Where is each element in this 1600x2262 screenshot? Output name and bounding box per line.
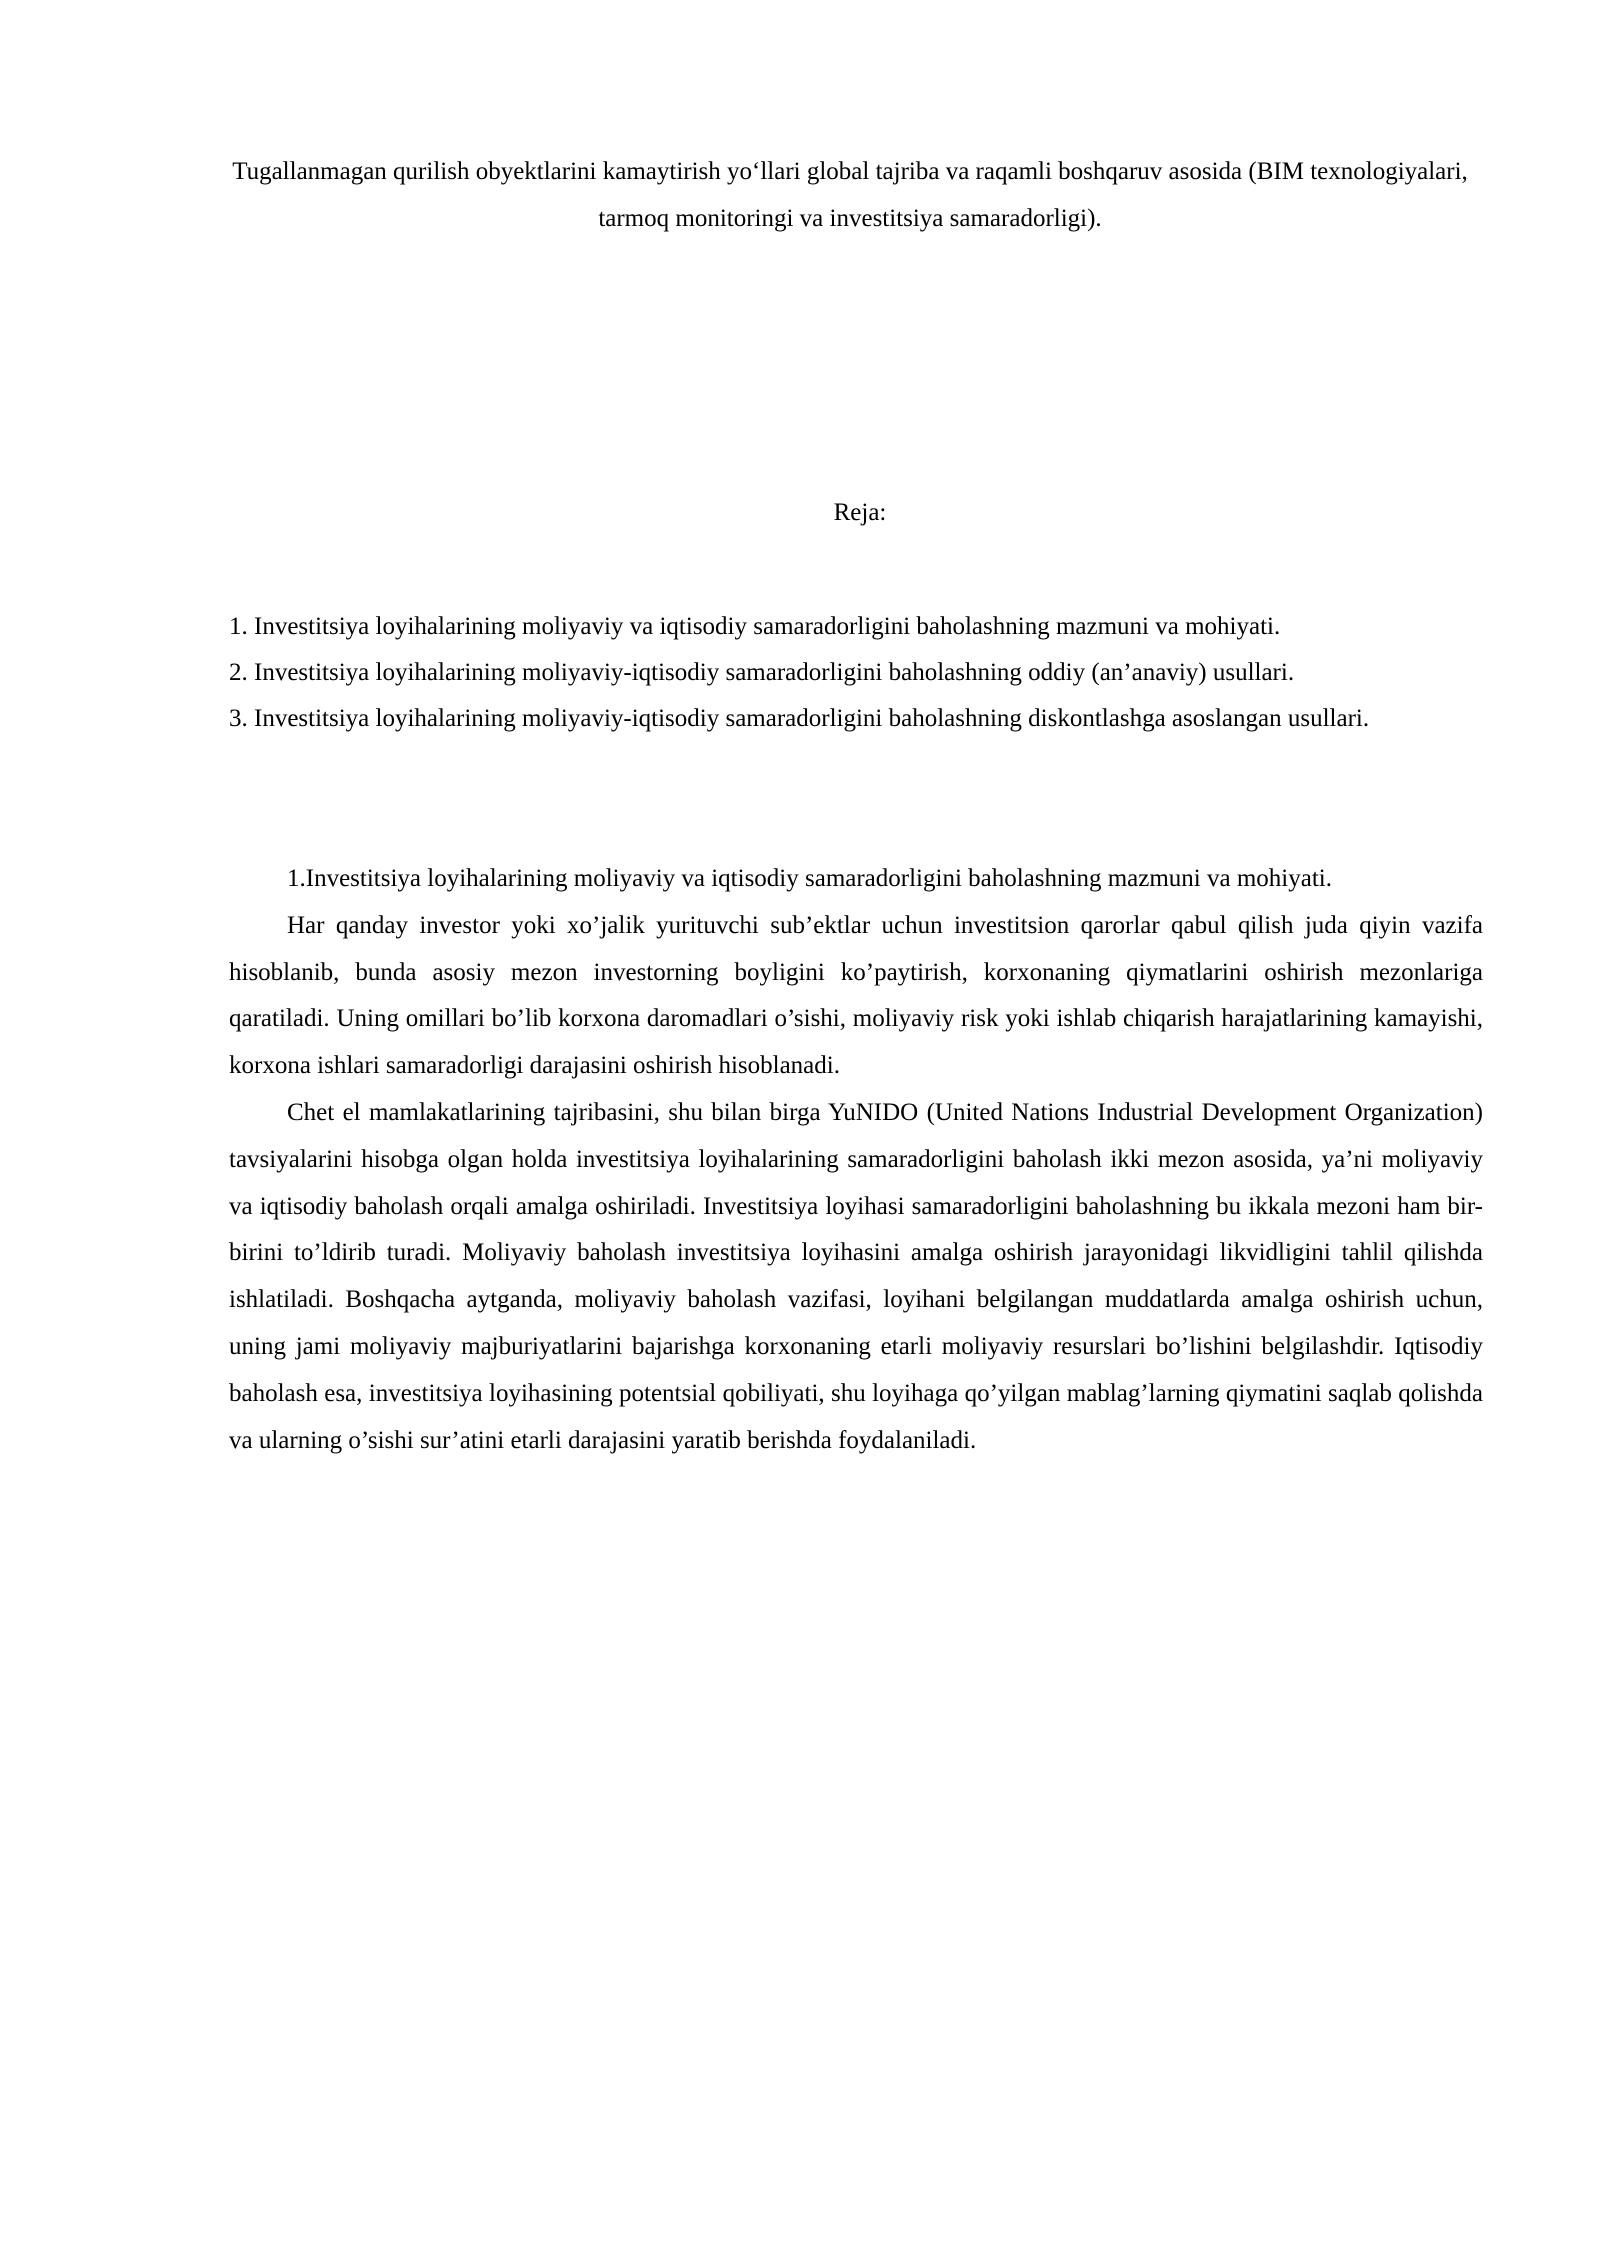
section-heading: 1.Investitsiya loyihalarining moliyaviy va iqtisodiy samaradorligini baholashning mazmuni va mohiyati. — [287, 865, 1332, 892]
plan-item: 1. Investitsiya loyihalarining moliyaviy va iqtisodiy samaradorligini baholashning mazmuni va mohiyati. — [229, 613, 1281, 640]
section-1 — [229, 856, 1483, 1464]
plan-list — [229, 604, 1489, 742]
body-paragraph: Chet el mamlakatlarining tajribasini, shu bilan birga YuNIDO (United Nations Industrial Development Organization) tavsiyalarini hisobga olgan holda investitsiya loyihalarining samaradorligini baholash ikki mezon asosida, ya’ni moliyaviy va iqtisodiy baholash orqali amalga oshiriladi. Investitsiya loyihasi samaradorligini baholashning bu ikkala mezoni ham bir-birini to’ldirib turadi. Moliyaviy baholash investitsiya loyihasini amalga oshirish jarayonidagi likvidligini tahlil qilishda ishlatiladi. Boshqacha aytganda, moliyaviy baholash vazifasi, loyihani belgilangan muddatlarda amalga oshirish uchun, uning jami moliyaviy majburiyatlarini bajarishga korxonaning etarli moliyaviy resurslari bo’lishini belgilashdir. Iqtisodiy baholash esa, investitsiya loyihasining potentsial qobiliyati, shu loyihaga qo’yilgan mablag’larning qiymatini saqlab qolishda va ularning o’sishi sur’atini etarli darajasini yaratib berishda foydalaniladi. — [229, 1098, 1483, 1454]
body-paragraph: Har qanday investor yoki xo’jalik yurituvchi sub’ektlar uchun investitsion qarorlar qabul qilish juda qiyin vazifa hisoblanib, bunda asosiy mezon investorning boyligini ko’paytirish, korxonaning qiymatlarini oshirish mezonlariga qaratiladi. Uning omillari bo’lib korxona daromadlari o’sishi, moliyaviy risk yoki ishlab chiqarish harajatlarining kamayishi, korxona ishlari samaradorligi darajasini oshirish hisoblanadi. — [229, 911, 1483, 1080]
document-title: Tugallanmagan qurilish obyektlarini kamaytirish yo‘llari global tajriba va raqamli boshqaruv asosida (BIM texnologiyalari, tarmoq monitoringi va investitsiya samaradorligi). — [232, 158, 1468, 232]
plan-item: 2. Investitsiya loyihalarining moliyaviy-iqtisodiy samaradorligini baholashning oddiy (an’anaviy) usullari. — [229, 659, 1295, 686]
plan-item: 3. Investitsiya loyihalarining moliyaviy-iqtisodiy samaradorligini baholashning diskontlashga asoslangan usullari. — [229, 705, 1370, 732]
plan-heading: Reja: — [833, 499, 887, 526]
